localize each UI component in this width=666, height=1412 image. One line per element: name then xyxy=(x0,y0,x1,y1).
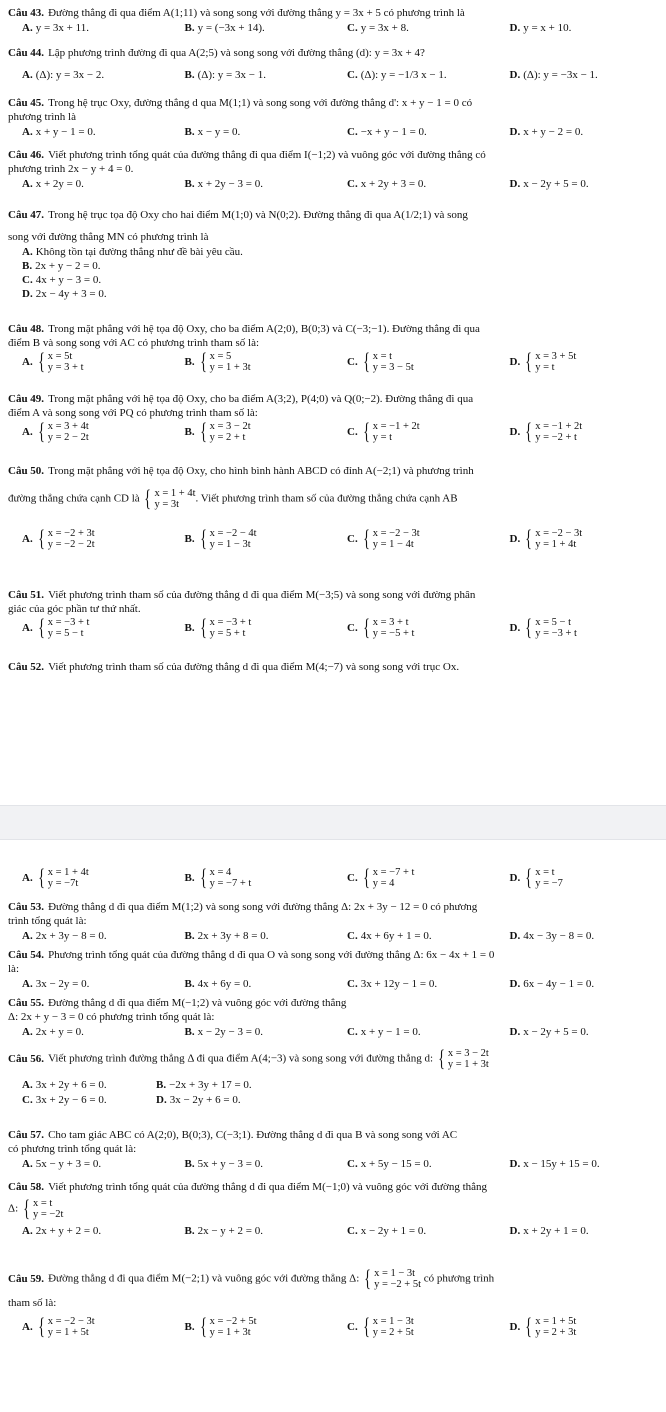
option-a[interactable]: A. 2x + y = 0. xyxy=(22,1026,84,1038)
question-text-cont: là: xyxy=(8,963,19,975)
question-text: Phương trình tổng quát của đường thẳng d đi qua O và song song với đường thẳng Δ: 6x − 4x + 1 = 0 xyxy=(48,949,495,961)
question-text: Trong hệ trục Oxy, đường thẳng d qua M(1;1) và song song với đường thẳng d': x + y − 1 = 0 có xyxy=(48,97,473,109)
question-number: Câu 59. xyxy=(8,1272,45,1285)
option-a[interactable]: A. (Δ): y = 3x − 2. xyxy=(22,69,105,81)
option-a[interactable]: A. 3x − 2y = 0. xyxy=(22,978,90,990)
option-b[interactable]: B. 2x − y + 2 = 0. xyxy=(184,1225,263,1237)
option-b[interactable]: B. { x = 5 y = 1 + 3t xyxy=(184,349,251,374)
option-a[interactable]: A. { x = −2 − 3t y = 1 + 5t xyxy=(22,1314,95,1339)
option-b[interactable]: B. −2x + 3y + 17 = 0. xyxy=(156,1079,252,1091)
option-a[interactable]: A. y = 3x + 11. xyxy=(22,22,89,34)
option-d[interactable]: D. 4x − 3y − 8 = 0. xyxy=(509,930,595,942)
options xyxy=(8,1224,658,1238)
options xyxy=(8,245,658,301)
question-text: Viết phương trình tổng quát của đường thẳng d đi qua điểm M(−1;0) và vuông góc với đường thẳng xyxy=(48,1181,488,1193)
page-bottom xyxy=(0,838,666,1412)
option-d[interactable]: D. { x = −1 + 2t y = −2 + t xyxy=(509,419,583,444)
question-57 xyxy=(8,1128,658,1171)
question-text: Viết phương trình tổng quát của đường thẳng đi qua điểm I(−1;2) và vuông góc với đường thẳng có xyxy=(48,149,486,161)
option-c[interactable]: C. 3x + 2y − 6 = 0. xyxy=(22,1094,107,1106)
option-d[interactable]: D. 6x − 4y − 1 = 0. xyxy=(509,978,595,990)
question-53 xyxy=(8,900,658,943)
options xyxy=(8,929,658,943)
question-text: Trong mặt phẳng với hệ tọa độ Oxy, cho hình bình hành ABCD có đỉnh A(−2;1) và phương trình xyxy=(48,465,474,477)
option-d[interactable]: D. 2x − 4y + 3 = 0. xyxy=(22,288,107,300)
question-number: Câu 49. xyxy=(8,393,45,405)
option-d[interactable]: D. 3x − 2y + 6 = 0. xyxy=(156,1094,241,1106)
page-separator xyxy=(0,805,666,840)
options xyxy=(8,1157,658,1171)
question-text: Đường thẳng d đi qua điểm M(−2;1) và vuông góc với đường thẳng Δ: xyxy=(48,1272,360,1285)
option-a[interactable]: A. { x = 3 + 4t y = 2 − 2t xyxy=(22,419,89,444)
option-a[interactable]: A. 5x − y + 3 = 0. xyxy=(22,1158,102,1170)
options xyxy=(8,1025,658,1039)
question-text: Trong hệ trục tọa độ Oxy cho hai điểm M(1;0) và N(0;2). Đường thẳng đi qua A(1/2;1) và song xyxy=(48,209,468,221)
options xyxy=(8,68,658,82)
options xyxy=(8,867,658,889)
question-text-cont: Δ: 2x + y − 3 = 0 có phương trình tổng quát là: xyxy=(8,1011,215,1023)
option-d[interactable]: D. x + y − 2 = 0. xyxy=(509,126,584,138)
question-text: Lập phương trình đường đi qua A(2;5) và song song với đường thẳng (d): y = 3x + 4? xyxy=(48,47,425,59)
options xyxy=(8,617,658,639)
option-a[interactable]: A. 2x + y + 2 = 0. xyxy=(22,1225,102,1237)
option-b[interactable]: B. { x = 4 y = −7 + t xyxy=(184,865,252,890)
question-text: Trong mặt phẳng với hệ tọa độ Oxy, cho ba điểm A(3;2), P(4;0) và Q(0;−2). Đường thẳng đi qua xyxy=(48,393,474,405)
question-48 xyxy=(8,322,658,373)
option-b[interactable]: B. 5x + y − 3 = 0. xyxy=(184,1158,263,1170)
question-45 xyxy=(8,96,658,139)
option-c[interactable]: C. y = 3x + 8. xyxy=(347,22,409,34)
option-a[interactable]: A. { x = −2 + 3t y = −2 − 2t xyxy=(22,526,95,551)
question-54 xyxy=(8,948,658,991)
options xyxy=(8,351,658,373)
question-text-cont: giác của góc phần tư thứ nhất. xyxy=(8,603,141,615)
option-a[interactable]: A. x + 2y = 0. xyxy=(22,178,84,190)
option-a[interactable]: A. { x = 1 + 4t y = −7t xyxy=(22,865,89,890)
option-c[interactable]: C. 3x + 12y − 1 = 0. xyxy=(347,978,438,990)
question-number: Câu 44. xyxy=(8,47,45,59)
question-number: Câu 48. xyxy=(8,323,45,335)
question-text: Viết phương trình tham số của đường thẳng d đi qua điểm M(4;−7) và song song với trục Ox. xyxy=(48,661,460,673)
question-text-cont: trình tổng quát là: xyxy=(8,915,87,927)
question-text: Trong mặt phẳng với hệ tọa độ Oxy, cho ba điểm A(2;0), B(0;3) và C(−3;−1). Đường thẳng đi qua xyxy=(48,323,480,335)
question-number: Câu 43. xyxy=(8,7,45,19)
option-b[interactable]: B. { x = −2 + 5t y = 1 + 3t xyxy=(184,1314,257,1339)
option-a[interactable]: A. 2x + 3y − 8 = 0. xyxy=(22,930,107,942)
option-c[interactable]: C. x + 2y + 3 = 0. xyxy=(347,178,427,190)
option-c[interactable]: C. 4x + y − 3 = 0. xyxy=(22,274,102,286)
question-text-cont: đường thẳng chứa cạnh CD là { x = 1 + 4t y = 3t . Viết phương trình tham số của đường thẳng chứa cạnh AB xyxy=(8,486,458,511)
question-number: Câu 57. xyxy=(8,1129,45,1141)
question-56: Câu 56. Viết phương trình đường thẳng Δ đi qua điểm A(4;−3) và song song với đường thẳng d: { x = 3 − 2t y = 1 + 3t A. 3x + 2y + 6 = 0. B. −2x + 3y + 17 = 0. C. 3x + 2y − 6 = 0. D. 3x − 2y + 6 = 0. xyxy=(8,1048,658,1107)
option-c[interactable]: C. { x = 3 + t y = −5 + t xyxy=(347,615,415,640)
option-d[interactable]: D. { x = 5 − t y = −3 + t xyxy=(509,615,577,640)
question-number: Câu 56. xyxy=(8,1052,45,1065)
option-b[interactable]: B. { x = 3 − 2t y = 2 + t xyxy=(184,419,251,444)
option-c[interactable]: C. x + 5y − 15 = 0. xyxy=(347,1158,432,1170)
question-47 xyxy=(8,208,658,301)
option-a[interactable]: A. x + y − 1 = 0. xyxy=(22,126,96,138)
option-d[interactable]: D. x + 2y + 1 = 0. xyxy=(509,1225,589,1237)
option-b[interactable]: B. 4x + 6y = 0. xyxy=(184,978,252,990)
option-c[interactable]: C. { x = t y = 3 − 5t xyxy=(347,349,414,374)
options xyxy=(8,528,658,550)
option-d[interactable]: D. { x = 1 + 5t y = 2 + 3t xyxy=(509,1314,577,1339)
question-number: Câu 51. xyxy=(8,589,45,601)
option-d[interactable]: D. y = x + 10. xyxy=(509,22,572,34)
question-text-cont: có phương trình tổng quát là: xyxy=(8,1143,137,1155)
question-number: Câu 54. xyxy=(8,949,45,961)
option-d[interactable]: D. x − 2y + 5 = 0. xyxy=(509,178,589,190)
option-a[interactable]: A. { x = −3 + t y = 5 − t xyxy=(22,615,90,640)
option-b[interactable]: B. x − 2y − 3 = 0. xyxy=(184,1026,263,1038)
question-51 xyxy=(8,588,658,639)
question-text-cont: điểm A và song song với PQ có phương trình tham số là: xyxy=(8,407,258,419)
question-46 xyxy=(8,148,658,191)
option-d[interactable]: D. { x = 3 + 5t y = t xyxy=(509,349,577,374)
question-number: Câu 53. xyxy=(8,901,45,913)
question-text-cont: điểm B và song song với AC có phương trình tham số là: xyxy=(8,337,260,349)
option-d[interactable]: D. { x = t y = −7 xyxy=(509,865,563,890)
question-number: Câu 55. xyxy=(8,997,45,1009)
option-c[interactable]: C. x + y − 1 = 0. xyxy=(347,1026,421,1038)
option-c[interactable]: C. 4x + 6y + 1 = 0. xyxy=(347,930,432,942)
options xyxy=(8,177,658,191)
option-b[interactable]: B. x − y = 0. xyxy=(184,126,241,138)
question-text-cont: phương trình là xyxy=(8,111,76,123)
option-b[interactable]: B. y = (−3x + 14). xyxy=(184,22,265,34)
question-58 xyxy=(8,1180,658,1238)
options xyxy=(8,21,658,35)
options xyxy=(8,1316,658,1338)
option-d[interactable]: D. x − 2y + 5 = 0. xyxy=(509,1026,589,1038)
question-number: Câu 50. xyxy=(8,465,45,477)
question-text-cont: phương trình 2x − y + 4 = 0. xyxy=(8,163,134,175)
option-d[interactable]: D. (Δ): y = −3x − 1. xyxy=(509,69,598,81)
option-b[interactable]: B. 2x + y − 2 = 0. xyxy=(22,260,101,272)
question-44 xyxy=(8,46,658,82)
question-number: Câu 58. xyxy=(8,1181,45,1193)
question-text-cont: song với đường thẳng MN có phương trình là xyxy=(8,231,209,243)
question-text: Cho tam giác ABC có A(2;0), B(0;3), C(−3;1). Đường thẳng d đi qua B và song song với AC xyxy=(48,1129,458,1141)
question-50 xyxy=(8,464,658,550)
option-c[interactable]: C. { x = −2 − 3t y = 1 − 4t xyxy=(347,526,420,551)
option-c[interactable]: C. { x = −7 + t y = 4 xyxy=(347,865,415,890)
option-c[interactable]: C. { x = −1 + 2t y = t xyxy=(347,419,420,444)
question-55 xyxy=(8,996,658,1039)
option-b[interactable]: B. x + 2y − 3 = 0. xyxy=(184,178,263,190)
question-number: Câu 47. xyxy=(8,209,45,221)
question-52 xyxy=(8,660,658,674)
option-b[interactable]: B. { x = −2 − 4t y = 1 − 3t xyxy=(184,526,257,551)
question-text: Đường thẳng đi qua điểm A(1;11) và song song với đường thẳng y = 3x + 5 có phương trình là xyxy=(48,7,465,19)
option-b[interactable]: B. 2x + 3y + 8 = 0. xyxy=(184,930,269,942)
question-text: Đường thẳng d đi qua điểm M(1;2) và song song với đường thẳng Δ: 2x + 3y − 12 = 0 có phương xyxy=(48,901,478,913)
question-number: Câu 46. xyxy=(8,149,45,161)
option-a[interactable]: A. { x = 5t y = 3 + t xyxy=(22,349,84,374)
question-text: Viết phương trình tham số của đường thẳng d đi qua điểm M(−3;5) và song song với đường phân xyxy=(48,589,476,601)
question-text: Đường thẳng d đi qua điểm M(−1;2) và vuông góc với đường thẳng xyxy=(48,997,347,1009)
option-b[interactable]: B. (Δ): y = 3x − 1. xyxy=(184,69,266,81)
question-number: Câu 45. xyxy=(8,97,45,109)
options xyxy=(8,421,658,443)
question-59: Câu 59. Đường thẳng d đi qua điểm M(−2;1) và vuông góc với đường thẳng Δ: { x = 1 − 3t y = −2 + 5t có phương trình tham số là: A. { x = −2 − 3t y = 1 + 5t B. { x = −2 + 5t y = 1 + 3t C. { x = 1 − 3t y = 2 + 5t D. { x = 1 + 5t y = 2 + 3t xyxy=(8,1268,658,1338)
question-43 xyxy=(8,6,658,35)
option-c[interactable]: C. { x = 1 − 3t y = 2 + 5t xyxy=(347,1314,414,1339)
option-c[interactable]: C. x − 2y + 1 = 0. xyxy=(347,1225,427,1237)
question-49 xyxy=(8,392,658,443)
option-a[interactable]: A. 3x + 2y + 6 = 0. xyxy=(22,1079,107,1091)
option-c[interactable]: C. −x + y − 1 = 0. xyxy=(347,126,427,138)
option-d[interactable]: D. { x = −2 − 3t y = 1 + 4t xyxy=(509,526,583,551)
option-a[interactable]: A. Không tồn tại đường thẳng như đề bài yêu cầu. xyxy=(22,246,243,258)
question-52-options xyxy=(8,866,658,889)
question-number: Câu 52. xyxy=(8,661,45,673)
options xyxy=(8,977,658,991)
question-text-cont: Δ: { x = t y = −2t xyxy=(8,1196,64,1221)
option-d[interactable]: D. x − 15y + 15 = 0. xyxy=(509,1158,600,1170)
option-c[interactable]: C. (Δ): y = −1/3 x − 1. xyxy=(347,69,447,81)
question-text: Viết phương trình đường thẳng Δ đi qua điểm A(4;−3) và song song với đường thẳng d: xyxy=(48,1052,434,1065)
option-b[interactable]: B. { x = −3 + t y = 5 + t xyxy=(184,615,252,640)
question-text-cont: tham số là: xyxy=(8,1297,57,1309)
options-row-2 xyxy=(8,1093,658,1107)
options xyxy=(8,1078,658,1092)
options xyxy=(8,125,658,139)
